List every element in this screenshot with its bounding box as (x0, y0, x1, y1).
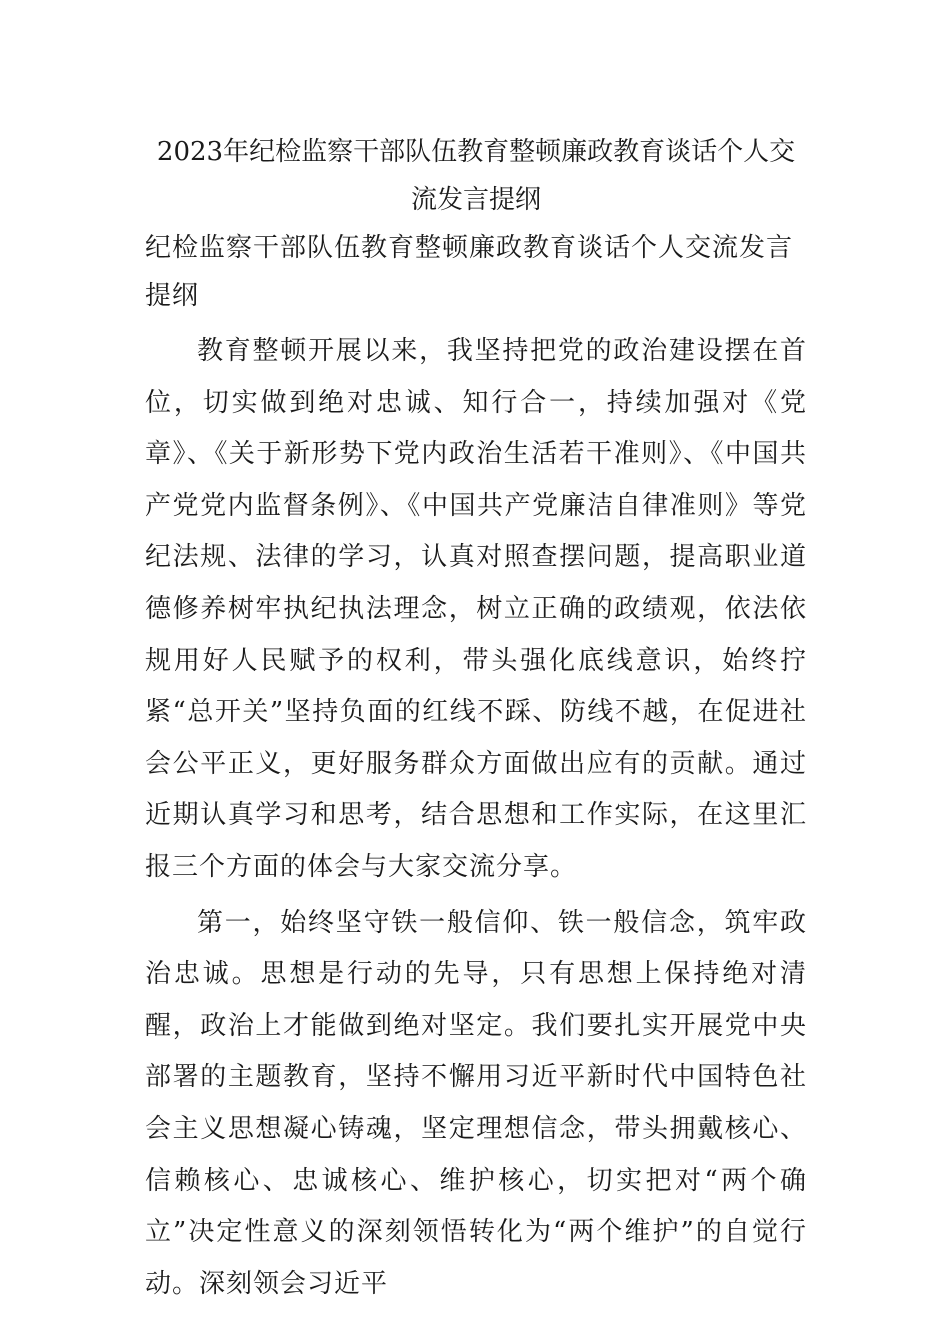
document-subtitle: 纪检监察干部队伍教育整顿廉政教育谈话个人交流发言提纲 (145, 233, 794, 311)
body-paragraph-2: 第一，始终坚守铁一般信仰、铁一般信念，筑牢政治忠诚。思想是行动的先导，只有思想上保持绝对清醒，政治上才能做到绝对坚定。我们要扎实开展党中央部署的主题教育，坚持不懈用习近平新时代中国特色社会主义思想凝心铸魂，坚定理想信念，带头拥戴核心、信赖核心、忠诚核心、维护核心，切实把对“两个确立”决定性意义的深刻领悟转化为“两个维护”的自觉行动。深刻领会习近平 (145, 907, 807, 1299)
body-paragraph-1: 教育整顿开展以来，我坚持把党的政治建设摆在首位，切实做到绝对忠诚、知行合一，持续加强对《党章》、《关于新形势下党内政治生活若干准则》、《中国共产党党内监督条例》、《中国共产党廉洁自律准则》等党纪法规、法律的学习，认真对照查摆问题，提高职业道德修养树牢执纪执法理念，树立正确的政绩观，依法依规用好人民赋予的权利，带头强化底线意识，始终拧紧“总开关”坚持负面的红线不踩、防线不越，在促进社会公平正义，更好服务群众方面做出应有的贡献。通过近期认真学习和思考，结合思想和工作实际，在这里汇报三个方面的体会与大家交流分享。 (145, 336, 807, 882)
document-page (145, 128, 807, 1310)
document-title: 2023年纪检监察干部队伍教育整顿廉政教育谈话个人交流发言提纲 (156, 137, 796, 215)
